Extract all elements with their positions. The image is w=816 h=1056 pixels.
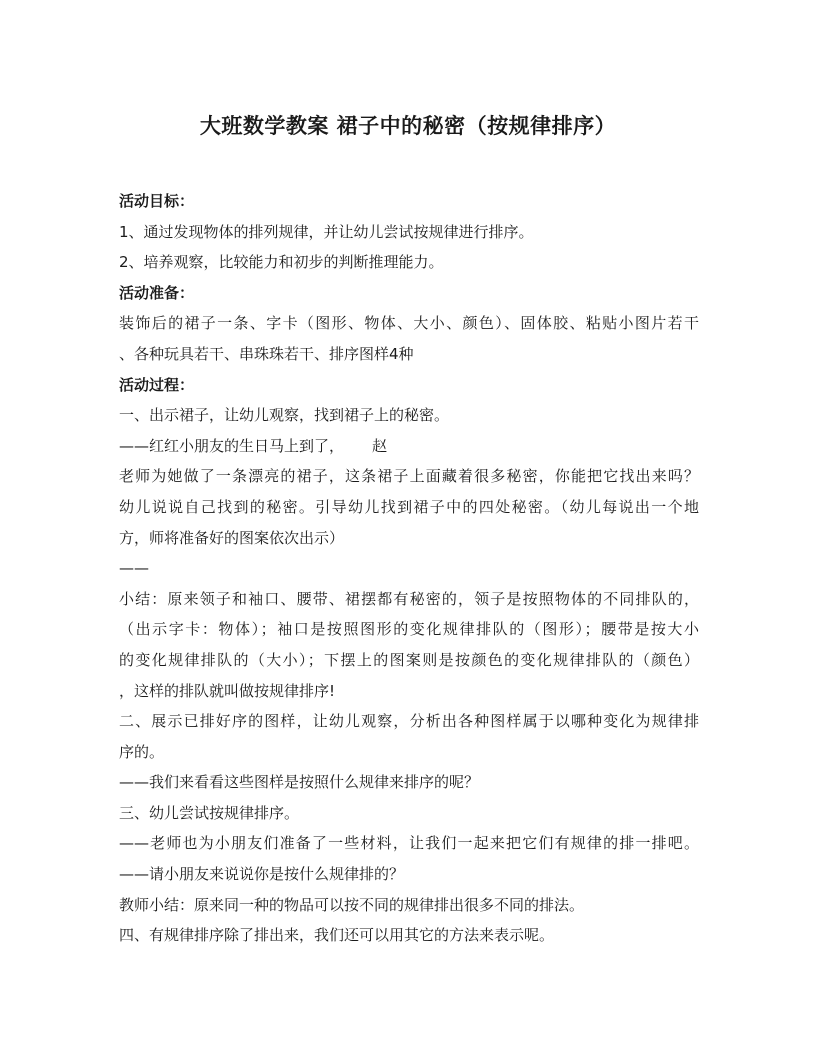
paragraph-line: 一、出示裙子，让幼儿观察，找到裙子上的秘密。 [119,406,450,425]
paragraph-line: 小结：原来领子和袖口、腰带、裙摆都有秘密的，领子是按照物体的不同排队的， [119,589,699,608]
paragraph-line: 、各种玩具若干、串珠珠若干、排序图样4种 [119,344,414,363]
section-heading-goals: 活动目标： [119,192,195,210]
paragraph-line: 老师为她做了一条漂亮的裙子，这条裙子上面藏着很多秘密，你能把它找出来吗？ [119,467,699,486]
document-body [119,186,699,951]
paragraph-line: 装饰后的裙子一条、字卡（图形、物体、大小、颜色）、固体胶、粘贴小图片若干 [119,314,699,333]
paragraph-line-tail: 赵 [372,436,388,455]
paragraph-line: ——老师也为小朋友们准备了一些材料，让我们一起来把它们有规律的排一排吧。 [119,834,699,853]
paragraph-line-with-tail [119,431,699,462]
paragraph-line: 2、培养观察，比较能力和初步的判断推理能力。 [119,253,444,272]
document-title: 大班数学教案 裙子中的秘密（按规律排序） [199,113,617,138]
paragraph-line: ——我们来看看这些图样是按照什么规律来排序的呢？ [119,773,480,792]
paragraph-line: —— [119,559,149,578]
paragraph-line: 序的。 [119,742,165,761]
paragraph-line: ，这样的排队就叫做按规律排序! [119,681,336,700]
paragraph-line: （出示字卡：物体）；袖口是按照图形的变化规律排队的（图形）；腰带是按大小 [119,620,699,639]
paragraph-line: 二、展示已排好序的图样，让幼儿观察，分析出各种图样属于以哪种变化为规律排 [119,712,699,731]
section-heading-preparation: 活动准备： [119,283,195,302]
paragraph-line: 教师小结：原来同一种的物品可以按不同的规律排出很多不同的排法。 [119,895,585,914]
paragraph-line: 的变化规律排队的（大小）；下摆上的图案则是按颜色的变化规律排队的（颜色） [119,650,699,669]
section-heading-process: 活动过程： [119,375,195,394]
paragraph-line: 三、幼儿尝试按规律排序。 [119,803,300,822]
paragraph-line: 四、有规律排序除了排出来，我们还可以用其它的方法来表示呢。 [119,926,555,945]
paragraph-line-text: ——红红小朋友的生日马上到了， [119,436,345,455]
paragraph-line: 方，师将准备好的图案依次出示） [119,528,345,547]
paragraph-line: ——请小朋友来说说你是按什么规律排的？ [119,865,405,884]
paragraph-line: 幼儿说说自己找到的秘密。引导幼儿找到裙子中的四处秘密。（幼儿每说出一个地 [119,497,699,516]
paragraph-line: 1、通过发现物体的排列规律，并让幼儿尝试按规律进行排序。 [119,222,534,241]
